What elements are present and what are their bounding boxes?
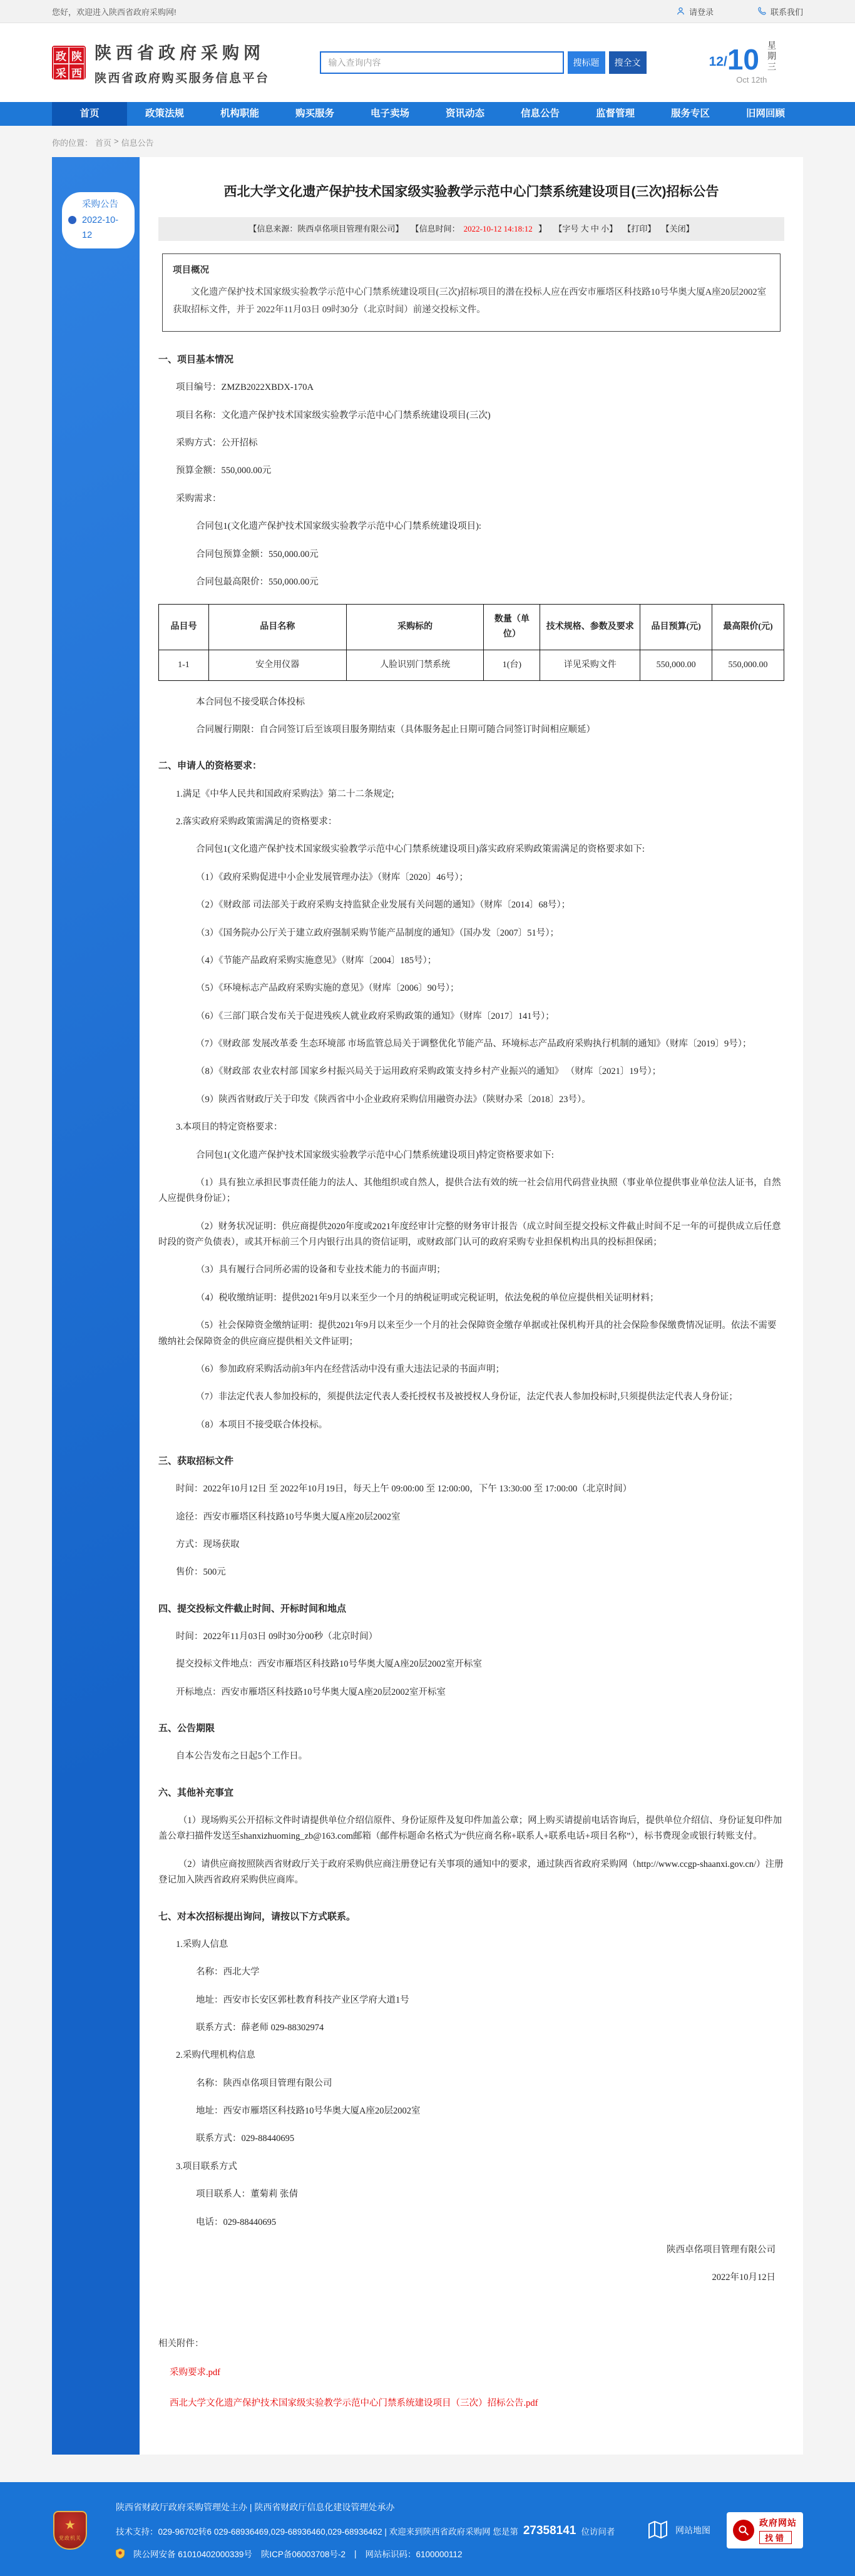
- sitemap-label: 网站地图: [675, 2525, 710, 2536]
- article-paragraph: 项目编号：ZMZB2022XBDX-170A: [176, 382, 314, 393]
- article-paragraph: （4）《节能产品政府采购实施意见》（财库〔2004〕185号）；: [196, 955, 437, 966]
- nav-item-home[interactable]: 首页: [52, 102, 127, 126]
- table-header-cell: 品目名称: [208, 605, 346, 650]
- nav-item-old-site[interactable]: 旧网回顾: [745, 108, 785, 119]
- phone-icon: [757, 6, 767, 18]
- article-paragraph: 3.项目联系方式: [176, 2161, 237, 2172]
- article-paragraph: （1）具有独立承担民事责任能力的法人、其他组织或自然人，提供合法有效的统一社会信用代码营业执照（事业单位提供事业单位法人证书，自然人应提供身份证）；: [158, 1177, 781, 1204]
- date-weekday: 星期三: [767, 41, 777, 73]
- finderr-subtitle: 找错: [759, 2531, 792, 2544]
- search-input[interactable]: [320, 51, 564, 74]
- article-paragraph: 时间：2022年11月03日 09时30分00秒（北京时间）: [176, 1632, 378, 1642]
- article-paragraph: 合同包1(文化遗产保护技术国家级实验教学示范中心门禁系统建设项目)落实政府采购政策需满足的资格要求如下:: [196, 844, 645, 855]
- article-paragraph: （2）《财政部 司法部关于政府采购支持监狱企业发展有关问题的通知》（财库〔2014〕68号）；: [196, 900, 571, 911]
- contact-us-link[interactable]: 联系我们: [757, 6, 803, 18]
- emblem-label: 党政机关: [59, 2535, 81, 2542]
- article-paragraph: 预算金额：550,000.00元: [176, 466, 272, 476]
- table-row: [159, 650, 784, 680]
- article-paragraph: 途径：西安市雁塔区科技路10号华奥大厦A座20层2002室: [176, 1511, 401, 1522]
- section-heading: 二、申请人的资格要求：: [158, 760, 262, 772]
- login-link[interactable]: 请登录: [676, 6, 714, 18]
- nav-item-functions[interactable]: 机构职能: [220, 108, 259, 119]
- nav-item-notices[interactable]: 信息公告: [520, 108, 560, 119]
- article-paragraph: 联系方式：薛老师 029-88302974: [196, 2022, 324, 2033]
- article-paragraph: （6）《三部门联合发布关于促进残疾人就业政府采购政策的通知》（财库〔2017〕141号）；: [196, 1011, 555, 1021]
- breadcrumb: [0, 126, 855, 157]
- attachment-link[interactable]: 采购要求.pdf: [170, 2367, 220, 2378]
- icp-number[interactable]: 陕ICP备06003708号-2: [260, 2550, 346, 2560]
- visitor-count: 27358141: [523, 2524, 576, 2538]
- table-cell: 1(台): [484, 650, 540, 680]
- section-heading: 一、项目基本情况: [158, 354, 234, 365]
- nav-item-supervision[interactable]: 监督管理: [595, 108, 635, 119]
- table-cell: 安全用仪器: [208, 650, 346, 680]
- article-paragraph: 2022年10月12日: [712, 2272, 776, 2283]
- finderr-title: 政府网站: [759, 2518, 797, 2528]
- article-paragraph: 1.采购人信息: [176, 1939, 228, 1950]
- main-nav: [52, 102, 803, 126]
- article-paragraph: 1.满足《中华人民共和国政府采购法》第二十二条规定;: [176, 789, 394, 799]
- article-paragraph: （6）参加政府采购活动前3年内在经营活动中没有重大违法记录的书面声明；: [196, 1364, 504, 1374]
- article-paragraph: 自本公告发布之日起5个工作日。: [176, 1751, 308, 1762]
- article-paragraph: （5）《环境标志产品政府采购实施的意见》（财库〔2006〕90号）；: [196, 983, 459, 994]
- attachments-label: 相关附件：: [158, 2338, 204, 2349]
- top-bar: [0, 0, 855, 23]
- article-paragraph: （1）《政府采购促进中小企业发展管理办法》（财库〔2020〕46号）；: [196, 872, 468, 882]
- meta-source: 【信息来源：陕西卓佲项目管理有限公司】: [248, 223, 404, 233]
- article-paragraph: 合同包1(文化遗产保护技术国家级实验教学示范中心门禁系统建设项目):: [196, 521, 481, 532]
- overview-title: 项目概况: [173, 265, 209, 275]
- section-heading: 七、对本次招标提出询问，请按以下方式联系。: [158, 1911, 356, 1922]
- attachments-section: [158, 2336, 784, 2411]
- article-paragraph: 项目名称：文化遗产保护技术国家级实验教学示范中心门禁系统建设项目(三次): [176, 410, 491, 421]
- table-cell: 详见采购文件: [540, 650, 640, 680]
- overview-body: 文化遗产保护技术国家级实验教学示范中心门禁系统建设项目(三次)招标项目的潜在投标人应在西安市雁塔区科技路10号华奥大厦A座20层2002室获取招标文件，并于 2022年11月03日 09时30分（北京时间）前递交投标文件。: [173, 287, 767, 315]
- items-table: [158, 604, 784, 680]
- brand-logo[interactable]: [52, 39, 270, 86]
- article-paragraph: （1）现场购买公开招标文件时请提供单位介绍信原件、身份证原件及复印件加盖公章；网上购买请提前电话咨询后，提供单位介绍信、身份证复印件加盖公章扫描件发送至shanxizhuoming_zb@163.com邮箱（邮件标题命名格式为“供应商名称+联系人+联系电话+项目名称”），标书费现金或银行转账支付。: [158, 1816, 782, 1842]
- table-header-cell: 数量（单位）: [484, 605, 540, 650]
- breadcrumb-label: 你的位置：: [52, 138, 93, 148]
- article-paragraph: 联系方式：029-88440695: [196, 2134, 295, 2144]
- main-nav-bar: [0, 102, 855, 126]
- party-government-emblem: [52, 2511, 88, 2550]
- article-paragraph: 本合同包不接受联合体投标: [196, 697, 305, 707]
- article-paragraph: （7）《财政部 发展改革委 生态环境部 市场监管总局关于调整优化节能产品、环境标志产品政府采购执行机制的通知》（财库〔2019〕9号）；: [195, 1039, 752, 1050]
- section-heading: 五、公告期限: [158, 1723, 215, 1734]
- bullet-dot-icon: [68, 216, 76, 224]
- site-title: 陕西省政府采购网: [95, 44, 265, 63]
- article-paragraph: 陕西卓佲项目管理有限公司: [667, 2244, 776, 2255]
- article-paragraph: 售价：500元: [176, 1567, 226, 1578]
- article-paragraph: （3）具有履行合同所必需的设备和专业技术能力的书面声明；: [196, 1265, 446, 1275]
- attachment-link[interactable]: 西北大学文化遗产保护技术国家级实验教学示范中心门禁系统建设项目（三次）招标公告.pdf: [170, 2398, 538, 2408]
- table-header-cell: 最高限价(元): [712, 605, 784, 650]
- article-paragraph: 2.采购代理机构信息: [176, 2050, 255, 2061]
- logo-seal: 政 陕 采 西: [52, 46, 86, 79]
- sitemap-icon: [647, 2518, 669, 2543]
- article-paragraph: （9）陕西省财政厅关于印发《陕西省中小企业政府采购信用融资办法》（陕财办采〔2018〕23号）。: [196, 1094, 591, 1105]
- table-cell: 1-1: [159, 650, 209, 680]
- police-badge-icon: [116, 2548, 125, 2558]
- nav-item-news[interactable]: 资讯动态: [445, 108, 484, 119]
- gov-site-error-report-badge[interactable]: [727, 2512, 803, 2548]
- page-footer: [0, 2482, 855, 2576]
- breadcrumb-separator: >: [114, 136, 119, 146]
- article-paragraph: （8）本项目不接受联合体投标。: [196, 1419, 328, 1430]
- date-day: 10: [727, 43, 759, 76]
- article-paragraph: 名称：西北大学: [196, 1967, 260, 1978]
- welcome-text: 您好，欢迎进入陕西省政府采购网!: [52, 8, 177, 17]
- section-heading: 六、其他补充事宜: [158, 1787, 234, 1798]
- section-heading: 四、提交投标文件截止时间、开标时间和地点: [158, 1603, 347, 1614]
- article-paragraph: （3）《国务院办公厅关于建立政府强制采购节能产品制度的通知》（国办发〔2007〕51号）；: [196, 928, 559, 938]
- beian-number[interactable]: 陕公网安备 61010402000339号: [133, 2550, 252, 2560]
- search-zone: [320, 51, 647, 74]
- article-paragraph: 时间：2022年10月12日 至 2022年10月19日，每天上午 09:00:00 至 12:00:00，下午 13:30:00 至 17:00:00（北京时间）: [176, 1484, 632, 1495]
- date-english: Oct 12th: [736, 75, 767, 84]
- article-paragraph: 2.落实政府采购政策需满足的资格要求：: [176, 817, 337, 827]
- magnifier-icon: [733, 2520, 754, 2541]
- content-area: [52, 157, 803, 2455]
- article-meta-bar: [158, 217, 784, 241]
- site-code: 网站标识码：6100000112: [365, 2550, 463, 2560]
- nav-item-e-mall[interactable]: 电子卖场: [370, 108, 409, 119]
- table-cell: 人脸识别门禁系统: [346, 650, 484, 680]
- article-paragraph: 地址：西安市雁塔区科技路10号华奥大厦A座20层2002室: [196, 2106, 421, 2117]
- article-title: 西北大学文化遗产保护技术国家级实验教学示范中心门禁系统建设项目(三次)招标公告: [223, 185, 719, 199]
- table-header-cell: 品目号: [159, 605, 209, 650]
- article-paragraph: 地址：西安市长安区郭杜教育科技产业区学府大道1号: [196, 1995, 409, 2005]
- footer-tech-line: 技术支持：029-96702转6 029-68936469,029-68936460,029-68936462 | 欢迎来到陕西省政府采购网 您是第 27358141 位访问者: [116, 2524, 615, 2538]
- date-widget: [709, 41, 803, 84]
- table-header-cell: 品目预算(元): [640, 605, 712, 650]
- date-month: 12/: [709, 54, 727, 69]
- article-paragraph: （4）税收缴纳证明：提供2021年9月以来至少一个月的纳税证明或完税证明，依法免税的单位应提供相关证明材料；: [196, 1292, 659, 1303]
- article-paragraph: 合同包预算金额：550,000.00元: [196, 549, 319, 560]
- footer-org-line: 陕西省财政厅政府采购管理处主办 | 陕西省财政厅信息化建设管理处承办: [116, 2502, 395, 2513]
- breadcrumb-home-link[interactable]: 首页: [95, 138, 112, 148]
- table-cell: 550,000.00: [640, 650, 712, 680]
- sidebar-category-label: 采购公告: [82, 200, 118, 210]
- article-paragraph: 采购方式：公开招标: [176, 438, 258, 449]
- breadcrumb-current[interactable]: 信息公告: [121, 138, 154, 148]
- article-paragraph: 电话：029-88440695: [196, 2217, 277, 2227]
- search-title-button[interactable]: 搜标题: [568, 51, 605, 74]
- article-paragraph: 提交投标文件地点：西安市雁塔区科技路10号华奥大厦A座20层2002室开标室: [176, 1659, 482, 1670]
- article-paragraph: （5）社会保障资金缴纳证明：提供2021年9月以来至少一个月的社会保障资金缴存单据或社保机构开具的社会保险参保缴费情况证明。依法不需要缴纳社会保障资金的供应商应提供相关文件证明；: [158, 1321, 777, 1347]
- site-header: [0, 23, 855, 102]
- article-paragraph: （7）非法定代表人参加投标的，须提供法定代表人委托授权书及被授权人身份证，法定代表人参加投标时,只须提供法定代表人身份证；: [195, 1392, 738, 1403]
- article-card: [140, 157, 803, 2455]
- close-button[interactable]: 【关闭】: [661, 223, 694, 233]
- sitemap-link[interactable]: [647, 2518, 710, 2543]
- table-header-row: [159, 605, 784, 650]
- article-body: [158, 352, 784, 2286]
- article-paragraph: 名称：陕西卓佲项目管理有限公司: [196, 2078, 332, 2088]
- article-paragraph: 项目联系人：董菊莉 张倩: [196, 2189, 299, 2200]
- sidebar-item-procurement-notice[interactable]: [62, 192, 135, 248]
- emblem-shield-icon: ★ 党政机关: [53, 2511, 87, 2550]
- print-button[interactable]: 【打印】: [623, 223, 656, 233]
- search-fulltext-button[interactable]: 搜全文: [609, 51, 647, 74]
- meta-time: 【信息时间： 2022-10-12 14:18:12 】: [411, 223, 547, 233]
- user-icon: [676, 6, 685, 18]
- attachment-list: [158, 2366, 784, 2411]
- section-heading: 三、获取招标文件: [158, 1456, 234, 1467]
- article-paragraph: 开标地点：西安市雁塔区科技路10号华奥大厦A座20层2002室开标室: [176, 1687, 446, 1697]
- footer-beian-line: 陕公网安备 61010402000339号 陕ICP备06003708号-2 | 网站标识码：6100000112: [116, 2547, 634, 2560]
- table-header-cell: 技术规格、参数及要求: [540, 605, 640, 650]
- article-paragraph: 合同包1(文化遗产保护技术国家级实验教学示范中心门禁系统建设项目)特定资格要求如下:: [196, 1150, 554, 1160]
- table-header-cell: 采购标的: [346, 605, 484, 650]
- article-paragraph: 合同履行期限：自合同签订后至该项目服务期结束（具体服务起止日期可随合同签订时间相应顺延）: [196, 725, 595, 735]
- article-paragraph: 3.本项目的特定资格要求：: [176, 1122, 283, 1133]
- article-paragraph: 采购需求：: [176, 493, 222, 504]
- article-paragraph: （2）请供应商按照陕西省财政厅关于政府采购供应商注册登记有关事项的通知中的要求，通过陕西省政府采购网（http://www.ccgp-shaanxi.gov.cn/）注册登记加入陕西省政府采购供应商库。: [158, 1859, 784, 1886]
- sidebar-category-date: 2022-10-12: [82, 215, 119, 241]
- table-cell: 550,000.00: [712, 650, 784, 680]
- category-sidebar: [52, 157, 140, 2455]
- project-overview-box: [162, 253, 781, 332]
- nav-item-purchase-service[interactable]: 购买服务: [295, 108, 334, 119]
- article-paragraph: （8）《财政部 农业农村部 国家乡村振兴局关于运用政府采购政策支持乡村产业振兴的通知》 （财库〔2021〕19号）；: [196, 1066, 662, 1077]
- article-paragraph: （2）财务状况证明：供应商提供2020年度或2021年度经审计完整的财务审计报告（成立时间至提交投标文件截止时间不足一年的可提供成立后任意时段的资产负债表），或其开标前三个月内银行出具的资信证明，或财政部门认可的政府采购专业担保机构出具的投标担保函；: [158, 1221, 781, 1248]
- site-subtitle: 陕西省政府购买服务信息平台: [95, 72, 270, 85]
- article-paragraph: 方式：现场获取: [176, 1540, 240, 1550]
- nav-item-service-zone[interactable]: 服务专区: [670, 108, 710, 119]
- meta-time-value: 2022-10-12 14:18:12: [463, 223, 533, 233]
- font-size-control[interactable]: 【字号 大 中 小】: [554, 223, 618, 233]
- nav-item-policy[interactable]: 政策法规: [145, 108, 184, 119]
- article-paragraph: 合同包最高限价：550,000.00元: [196, 576, 319, 587]
